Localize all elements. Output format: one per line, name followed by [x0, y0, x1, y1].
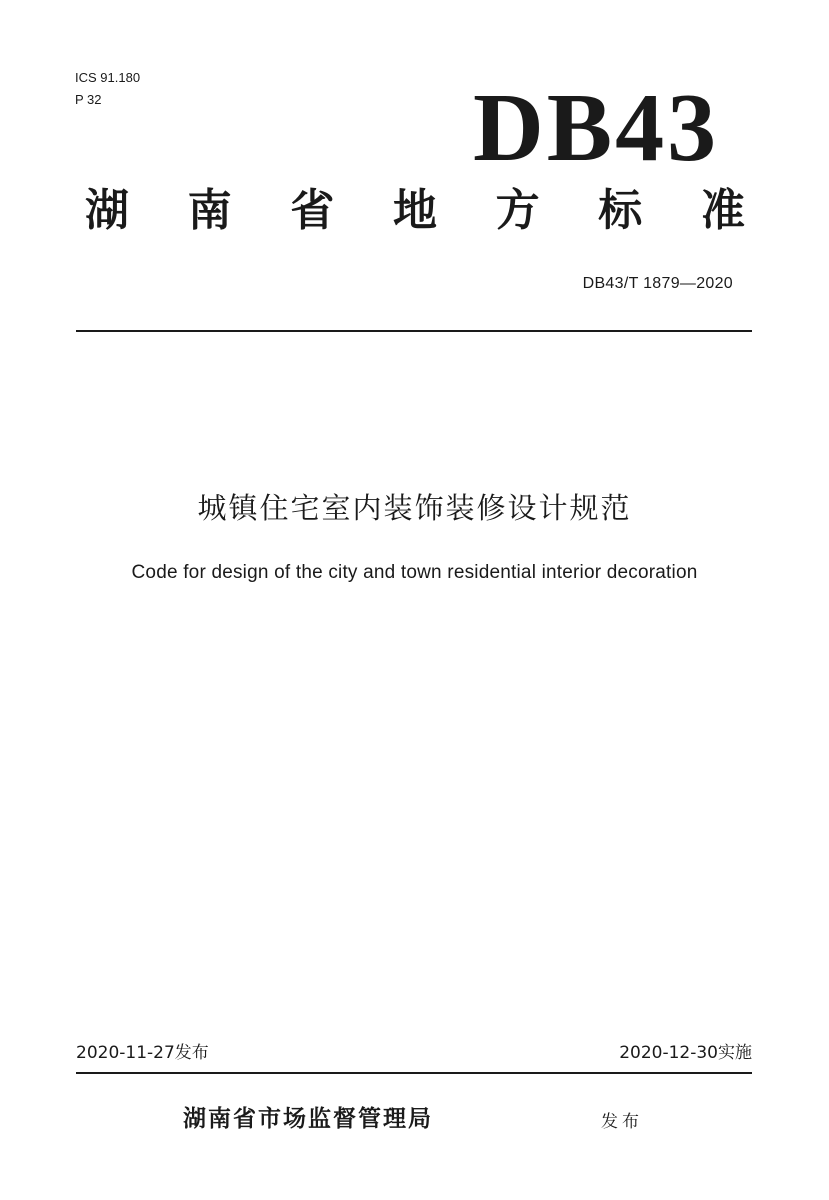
standard-type-char: 湖 [85, 185, 129, 236]
document-title-english: Code for design of the city and town residential interior decoration [131, 562, 698, 583]
standard-type-char: 标 [598, 185, 643, 236]
top-divider [76, 330, 752, 332]
document-title-chinese: 城镇住宅室内装饰装修设计规范 [197, 491, 632, 525]
standard-type-char: 方 [495, 185, 540, 236]
standard-type-char: 省 [290, 185, 335, 236]
standard-type-char: 南 [187, 185, 232, 236]
classification-code: P 32 [75, 92, 102, 107]
bottom-divider [76, 1072, 752, 1074]
standard-number: DB43/T 1879—2020 [582, 275, 733, 292]
implementation-date: 2020-12-30实施 [619, 1043, 752, 1063]
issue-date: 2020-11-27发布 [76, 1043, 209, 1063]
standard-type-char: 准 [700, 185, 745, 236]
issuing-authority: 湖南省市场监督管理局 [183, 1106, 433, 1132]
ics-code: ICS 91.180 [75, 70, 141, 85]
standard-type-char: 地 [392, 185, 437, 236]
standard-type-title [85, 186, 745, 236]
standard-code-logo: DB43 [473, 74, 720, 182]
issued-label: 发布 [601, 1112, 643, 1132]
